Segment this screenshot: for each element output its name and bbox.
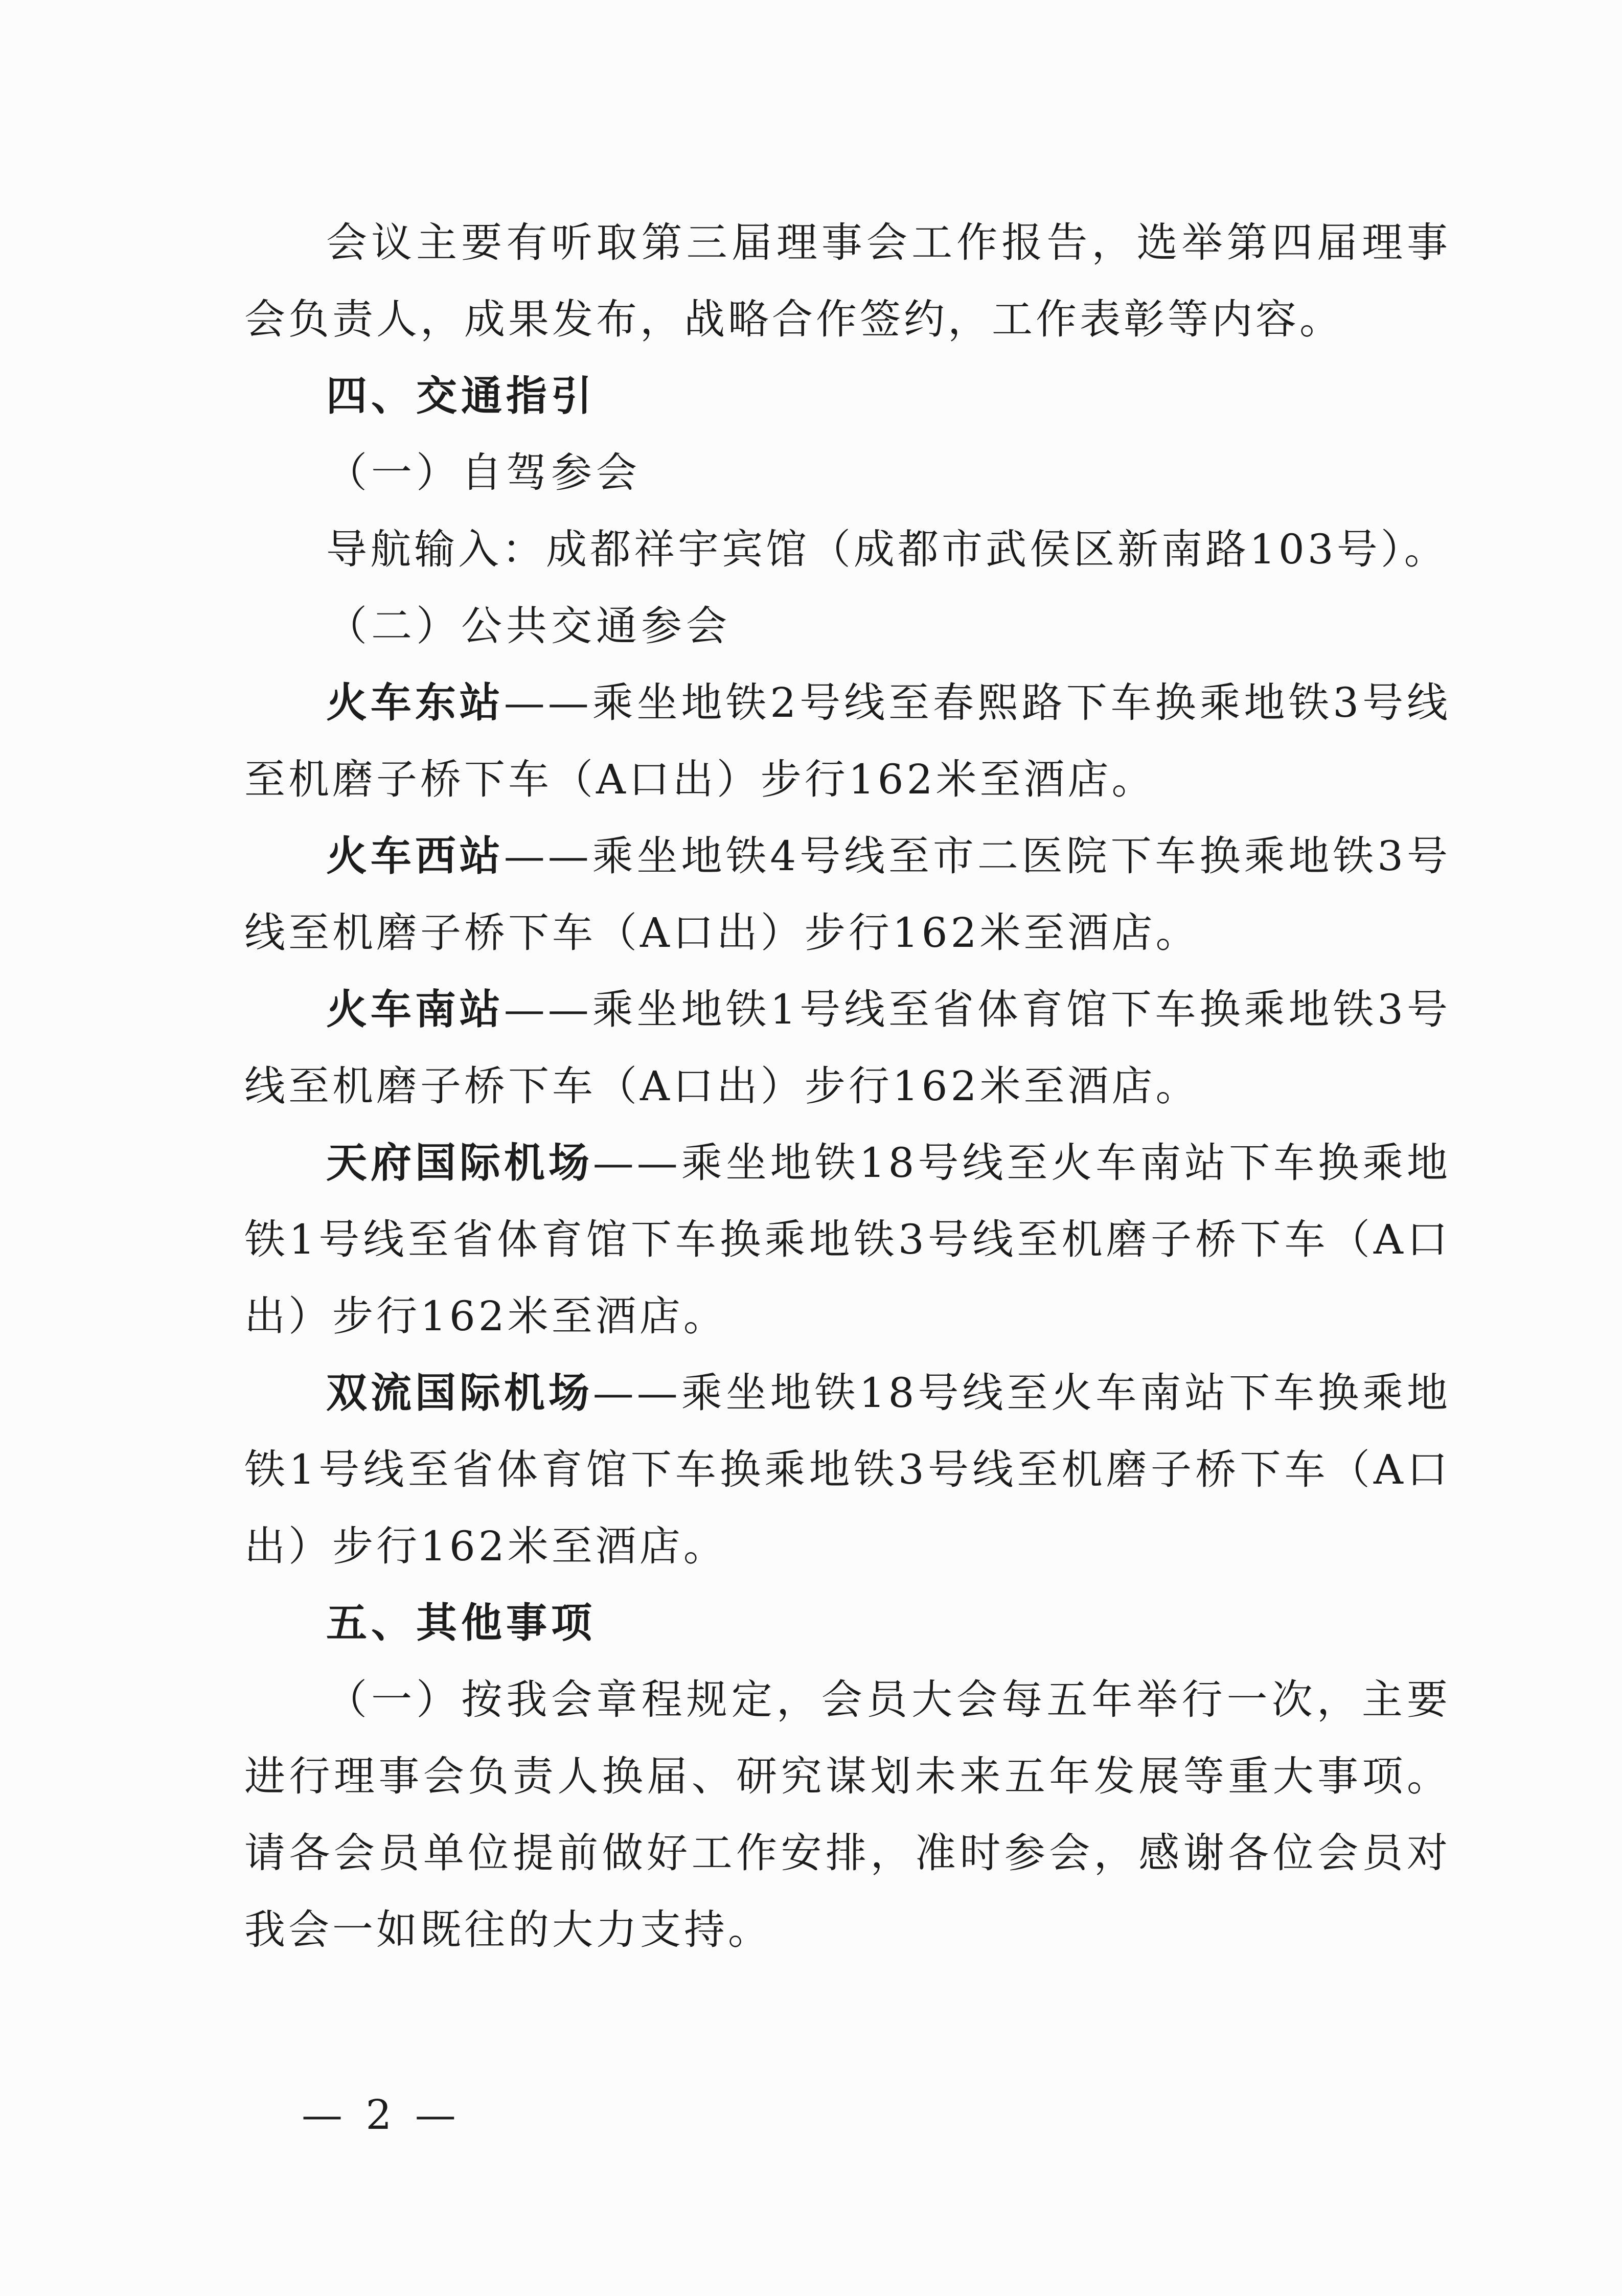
route-paragraph xyxy=(244,1355,1451,1585)
route-name: 火车南站 xyxy=(326,986,504,1033)
route-text: ——乘坐地铁18号线至火车南站下车换乘地铁1号线至省体育馆下车换乘地铁3号线至机磨子桥下车（A口出）步行162米至酒店。 xyxy=(244,1369,1451,1570)
route-paragraph xyxy=(244,971,1451,1125)
page-number: — 2 — xyxy=(302,2091,461,2139)
route-text: ——乘坐地铁1号线至省体育馆下车换乘地铁3号线至机磨子桥下车（A口出）步行162米至酒店。 xyxy=(244,986,1451,1110)
document-body xyxy=(244,204,1451,1968)
route-name: 双流国际机场 xyxy=(326,1369,593,1417)
route-text: ——乘坐地铁2号线至春熙路下车换乘地铁3号线至机磨子桥下车（A口出）步行162米至酒店。 xyxy=(244,679,1451,803)
route-name: 火车西站 xyxy=(326,832,504,880)
route-name: 天府国际机场 xyxy=(326,1139,593,1187)
route-name: 火车东站 xyxy=(326,679,504,726)
meeting-content-paragraph: 会议主要有听取第三届理事会工作报告，选举第四届理事会负责人，成果发布，战略合作签约，工作表彰等内容。 xyxy=(244,219,1451,343)
subsection-self-drive: （一）自驾参会 xyxy=(326,449,641,496)
route-text: ——乘坐地铁18号线至火车南站下车换乘地铁1号线至省体育馆下车换乘地铁3号线至机磨子桥下车（A口出）步行162米至酒店。 xyxy=(244,1139,1451,1340)
route-paragraph xyxy=(244,1125,1451,1355)
route-text: ——乘坐地铁4号线至市二医院下车换乘地铁3号线至机磨子桥下车（A口出）步行162米至酒店。 xyxy=(244,832,1451,957)
section-heading-other: 五、其他事项 xyxy=(326,1599,596,1647)
navigation-paragraph: 导航输入：成都祥宇宾馆（成都市武侯区新南路103号）。 xyxy=(326,526,1448,573)
route-paragraph xyxy=(244,665,1451,818)
section-heading-traffic: 四、交通指引 xyxy=(326,372,596,420)
route-paragraph xyxy=(244,818,1451,971)
subsection-public-transport: （二）公共交通参会 xyxy=(326,602,731,650)
other-matters-paragraph: （一）按我会章程规定，会员大会每五年举行一次，主要进行理事会负责人换届、研究谋划未来五年发展等重大事项。请各会员单位提前做好工作安排，准时参会，感谢各位会员对我会一如既往的大力支持。 xyxy=(244,1676,1451,1953)
